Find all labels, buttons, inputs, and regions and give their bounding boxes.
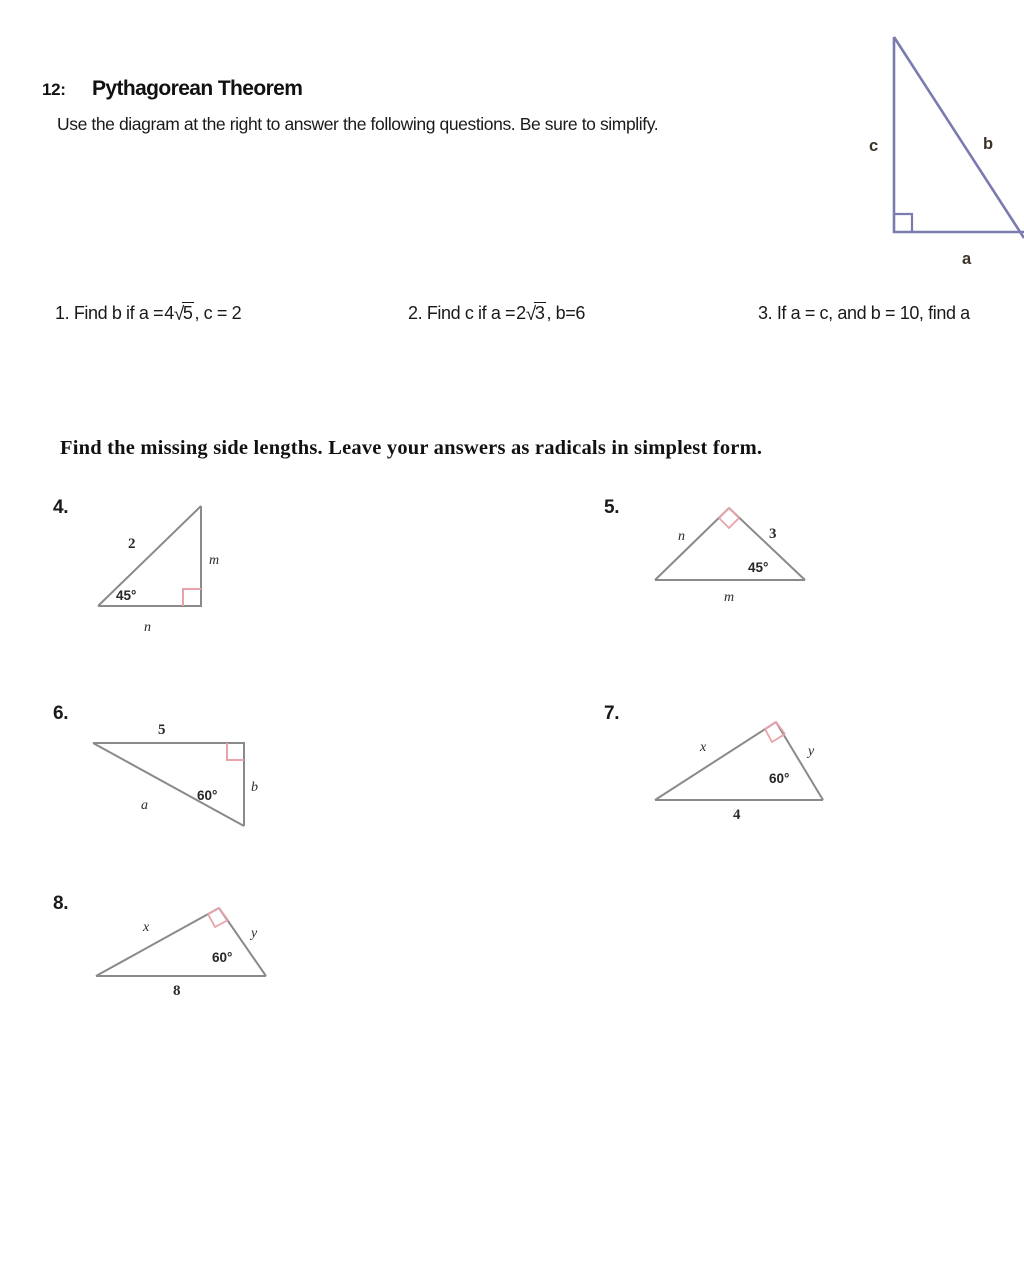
question-2-number: 2.: [408, 303, 423, 323]
question-1-radical: [163, 303, 194, 326]
reference-label-a: a: [962, 250, 971, 268]
problem-7-label-x: x: [700, 740, 707, 755]
problem-5-number: 5.: [604, 497, 620, 518]
question-1-radicand: 5: [182, 303, 193, 323]
question-2: [408, 303, 585, 326]
problem-5-figure: [645, 498, 835, 618]
problem-7-number: 7.: [604, 703, 620, 724]
problem-7-label-base: 4: [733, 807, 741, 823]
problem-4-label-n: n: [144, 620, 151, 635]
page-subtitle: Use the diagram at the right to answer the following questions. Be sure to simplify.: [57, 114, 659, 134]
problem-6-label-a: a: [141, 798, 148, 813]
page-title: Pythagorean Theorem: [92, 77, 303, 100]
problem-8-label-y: y: [251, 926, 258, 941]
question-2-coefficient: 2: [516, 303, 526, 323]
problem-5-label-3: 3: [769, 526, 777, 542]
problem-6-number: 6.: [53, 703, 69, 724]
question-2-prefix: Find c if a =: [426, 303, 516, 323]
problem-6-label-5: 5: [158, 722, 166, 738]
problem-4-label-hypotenuse: 2: [128, 536, 136, 552]
question-1-number: 1.: [55, 303, 70, 323]
problem-5-label-angle: 45°: [748, 560, 769, 575]
problem-6-label-angle: 60°: [197, 788, 218, 803]
problem-8-number: 8.: [53, 893, 69, 914]
problem-5-label-m: m: [724, 590, 735, 605]
reference-label-c: c: [869, 137, 878, 155]
section-number: 12:: [42, 80, 66, 99]
problem-8-label-angle: 60°: [212, 950, 233, 965]
radical-sign-icon: √: [173, 304, 184, 325]
problem-6-label-b: b: [251, 780, 258, 795]
problem-4-label-angle: 45°: [116, 588, 137, 603]
question-1-prefix: Find b if a =: [73, 303, 164, 323]
question-1-coefficient: 4: [164, 303, 174, 323]
problem-8-label-base: 8: [173, 983, 181, 999]
question-1-suffix: , c = 2: [194, 303, 242, 323]
problem-7-label-y: y: [808, 744, 815, 759]
reference-triangle-figure: [845, 18, 1024, 273]
question-2-suffix: , b=6: [546, 303, 585, 323]
problem-4-number: 4.: [53, 497, 69, 518]
question-2-radical: [515, 303, 546, 326]
question-3: [758, 303, 970, 324]
problem-7-label-angle: 60°: [769, 771, 790, 786]
problem-4-figure: [90, 498, 290, 648]
problem-8-figure: [88, 898, 288, 1018]
radical-sign-icon: √: [525, 304, 536, 325]
question-1: [55, 303, 241, 326]
reference-label-b: b: [983, 135, 993, 153]
problem-5-label-n: n: [678, 529, 685, 544]
question-3-text: If a = c, and b = 10, find a: [776, 303, 970, 323]
question-3-number: 3.: [758, 303, 773, 323]
problem-6-figure: [85, 718, 285, 848]
problem-7-figure: [645, 712, 845, 832]
instruction-text: Find the missing side lengths. Leave your answers as radicals in simplest form.: [60, 437, 763, 459]
problem-4-label-m: m: [209, 553, 220, 568]
question-2-radicand: 3: [534, 303, 545, 323]
problem-8-label-x: x: [143, 920, 150, 935]
